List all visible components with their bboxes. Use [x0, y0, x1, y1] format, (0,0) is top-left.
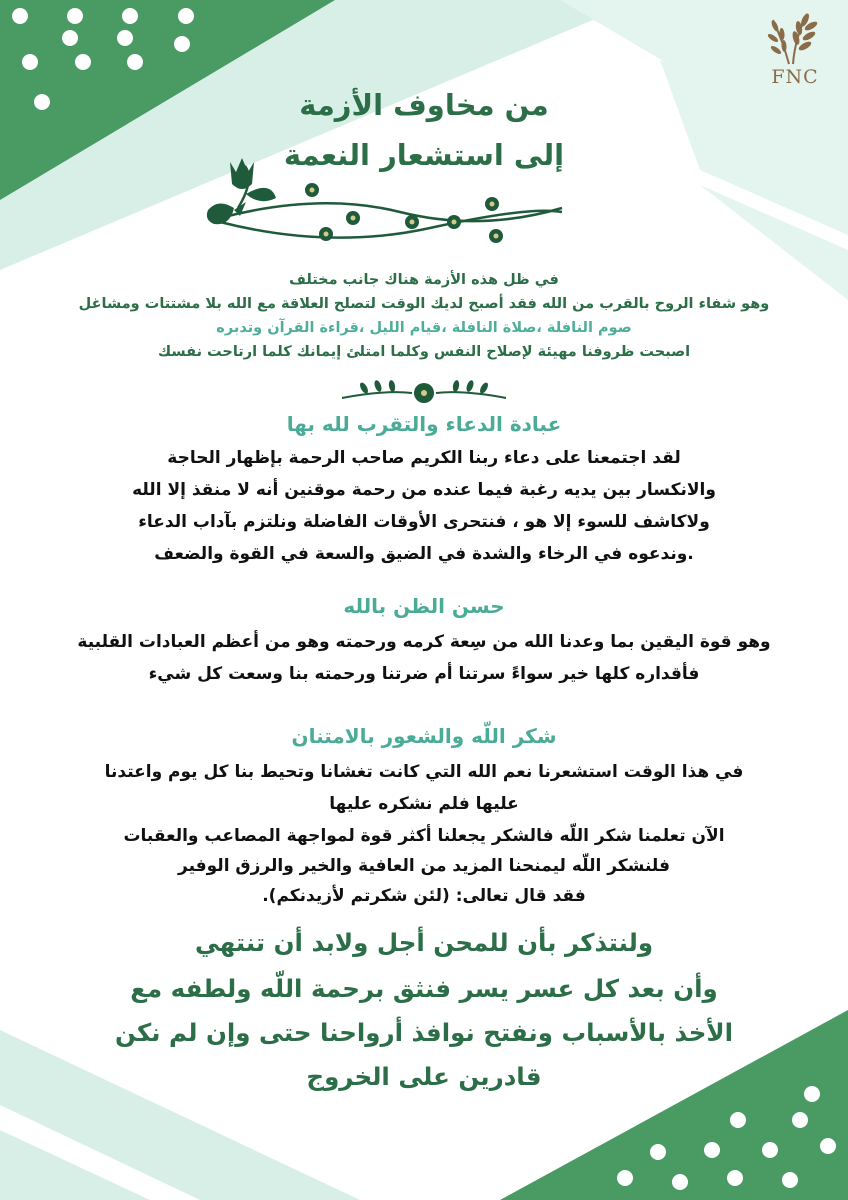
section-3-line-4: فلنشكر اللّه ليمنحنا المزيد من العافية والخير والرزق الوفير — [178, 856, 670, 876]
section-1-line-2: والانكسار بين يديه رغبة فيما عنده من رحمة موقنين أنه لا منقذ إلا الله — [132, 480, 716, 500]
closing-line-4: قادرين على الخروج — [306, 1062, 542, 1091]
section-2-line-2: فأقداره كلها خير سواءً سرتنا أم ضرتنا ورحمته بنا وسعت كل شيء — [148, 664, 700, 684]
intro-line-4: اصبحت ظروفنا مهيئة لإصلاح النفس وكلما امتلئ إيمانك كلما ارتاحت نفسك — [157, 344, 691, 360]
tulip-flourish-icon — [200, 150, 570, 250]
section-3-line-3: الآن تعلمنا شكر اللّه فالشكر يجعلنا أكثر قوة لمواجهة المصاعب والعقبات — [123, 826, 725, 846]
section-2-line-1: وهو قوة اليقين بما وعدنا الله من سِعة كرمه ورحمته وهو من أعظم العبادات القلبية — [77, 632, 771, 652]
intro-line-1: في ظل هذه الأزمة هناك جانب مختلف — [289, 272, 559, 288]
intro-line-3: صوم النافلة ،صلاة النافلة ،قيام الليل ،قراءة القرآن وتدبره — [216, 320, 632, 336]
section-3-heading: شكر اللّه والشعور بالامتنان — [291, 724, 557, 748]
section-3-line-1: في هذا الوقت استشعرنا نعم الله التي كانت تغشانا وتحيط بنا كل يوم واعتدنا — [104, 762, 744, 782]
section-1-heading: عبادة الدعاء والتقرب لله بها — [286, 412, 562, 436]
small-flourish-icon — [334, 376, 514, 410]
logo-text: FNC — [771, 66, 819, 88]
closing-line-2: وأن بعد كل عسر يسر فنثق برحمة اللّه ولطفه مع — [130, 974, 718, 1003]
section-1-line-1: لقد اجتمعنا على دعاء ربنا الكريم صاحب الرحمة بإظهار الحاجة — [167, 448, 681, 468]
section-2-heading: حسن الظن بالله — [343, 594, 505, 618]
section-1-line-3: ولاكاشف للسوء إلا هو ، فنتحرى الأوقات الفاضلة ونلتزم بآداب الدعاء — [138, 512, 710, 532]
intro-line-2: وهو شفاء الروح بالقرب من الله فقد أصبح لديك الوقت لتصلح العلاقة مع الله بلا مشتتات ومشاغل — [78, 296, 770, 312]
closing-line-1: ولنتذكر بأن للمحن أجل ولابد أن تنتهي — [194, 928, 654, 957]
title-line-1: من مخاوف الأزمة — [299, 88, 549, 122]
section-3-line-5: فقد قال تعالى: (لئن شكرتم لأزيدنكم). — [262, 886, 586, 906]
closing-line-3: الأخذ بالأسباب ونفتح نوافذ أرواحنا حتى وإن لم نكن — [115, 1018, 733, 1047]
title-line-2: إلى استشعار النعمة — [283, 138, 565, 172]
section-3-line-2: عليها فلم نشكره عليها — [329, 794, 519, 814]
section-1-line-4: .وندعوه في الرخاء والشدة في الضيق والسعة في القوة والضعف — [154, 544, 694, 564]
